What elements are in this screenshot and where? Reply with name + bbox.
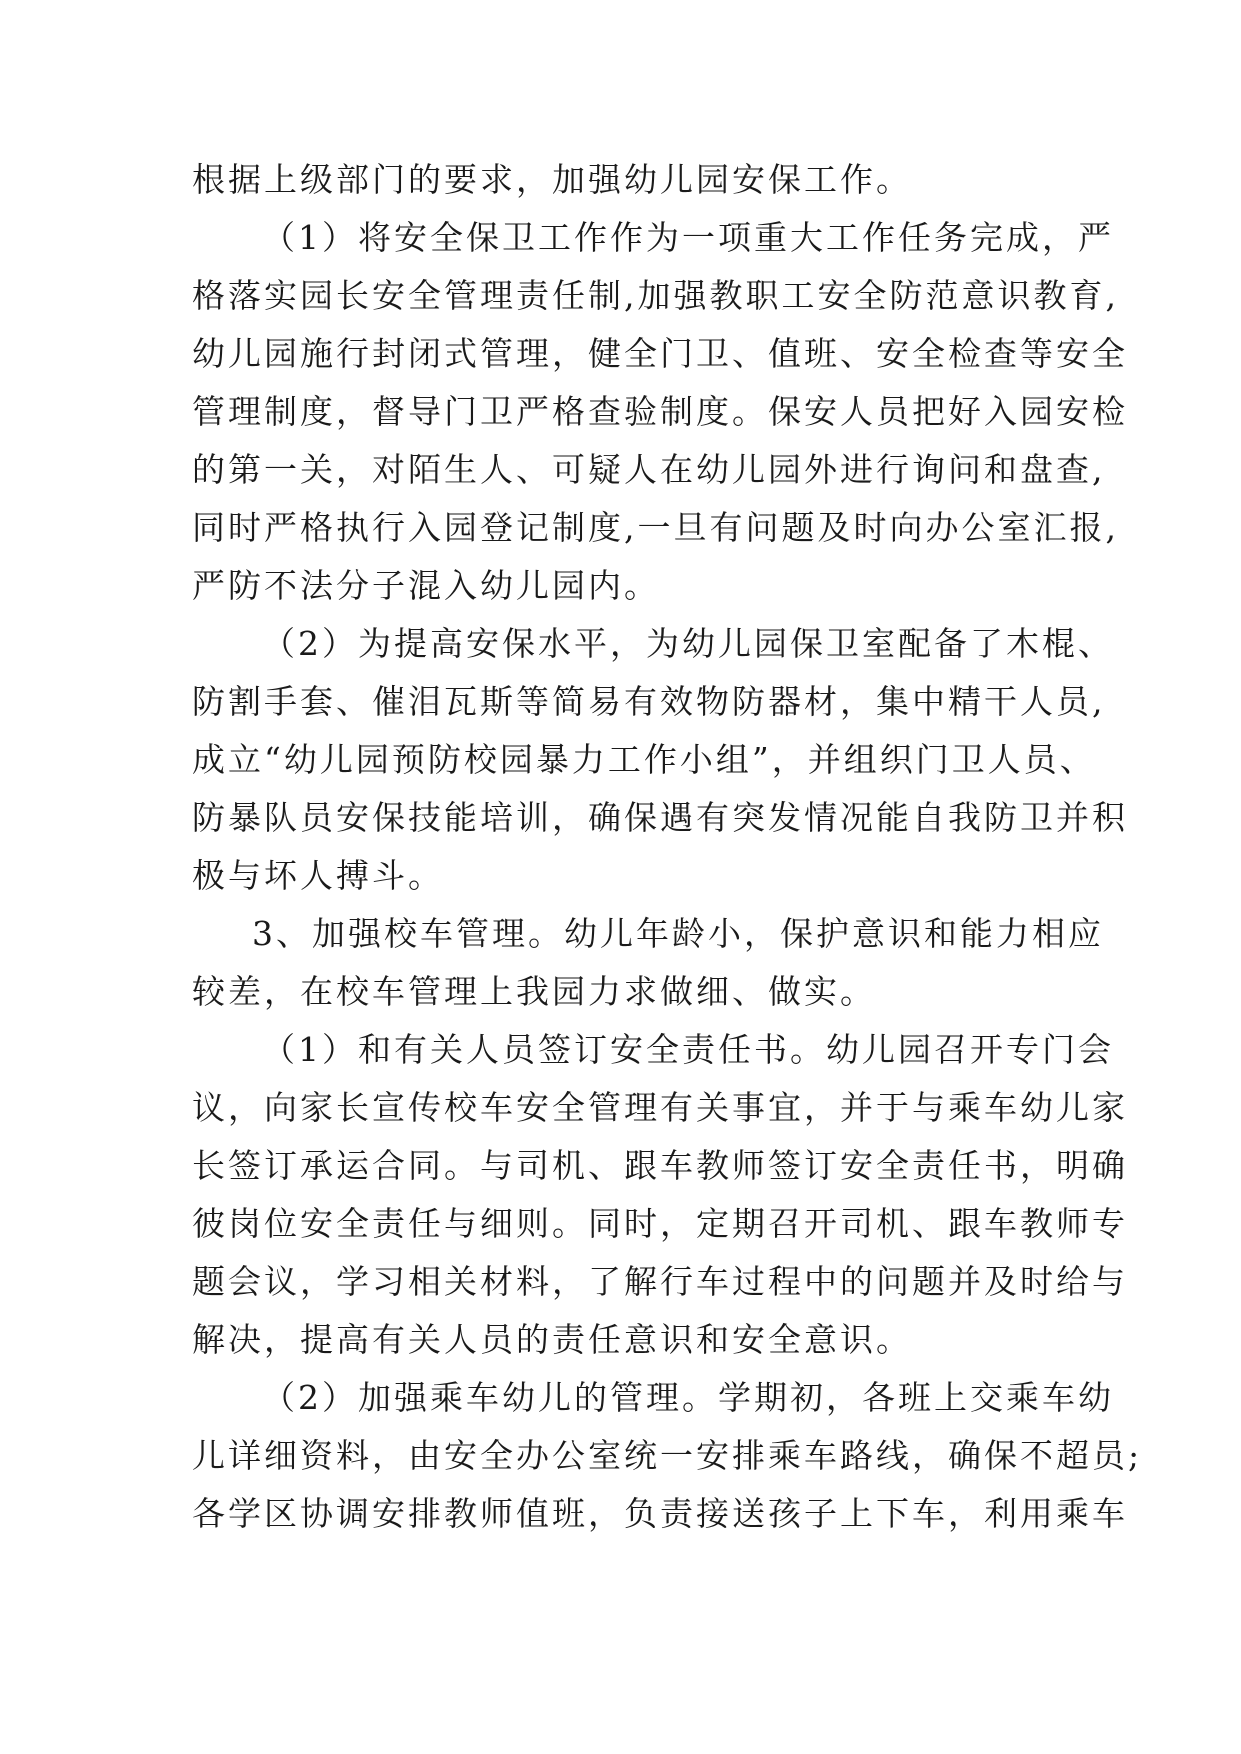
text-line: 题会议，学习相关材料，了解行车过程中的问题并及时给与 bbox=[192, 1262, 1128, 1301]
text-line: 议，向家长宣传校车安全管理有关事宜，并于与乘车幼儿家 bbox=[192, 1088, 1128, 1127]
text-line: （2）为提高安保水平，为幼儿园保卫室配备了木棍、 bbox=[262, 624, 1114, 663]
text-line: 3、加强校车管理。幼儿年龄小，保护意识和能力相应 bbox=[252, 914, 1104, 953]
text-line: 解决，提高有关人员的责任意识和安全意识。 bbox=[192, 1320, 912, 1359]
text-line: 格落实园长安全管理责任制,加强教职工安全防范意识教育, bbox=[192, 276, 1119, 315]
text-line: 较差，在校车管理上我园力求做细、做实。 bbox=[192, 972, 876, 1011]
text-line: 严防不法分子混入幼儿园内。 bbox=[192, 566, 660, 605]
text-line: 成立“幼儿园预防校园暴力工作小组”，并组织门卫人员、 bbox=[192, 740, 1096, 779]
text-line: 管理制度，督导门卫严格查验制度。保安人员把好入园安检 bbox=[192, 392, 1128, 431]
text-line: 长签订承运合同。与司机、跟车教师签订安全责任书，明确 bbox=[192, 1146, 1128, 1185]
text-line: 防暴队员安保技能培训，确保遇有突发情况能自我防卫并积 bbox=[192, 798, 1128, 837]
text-line: （1）和有关人员签订安全责任书。幼儿园召开专门会 bbox=[262, 1030, 1114, 1069]
text-line: 极与坏人搏斗。 bbox=[192, 856, 444, 895]
text-line: 的第一关，对陌生人、可疑人在幼儿园外进行询问和盘查, bbox=[192, 450, 1106, 489]
text-line: 儿详细资料，由安全办公室统一安排乘车路线，确保不超员; bbox=[192, 1436, 1143, 1475]
text-line: （2）加强乘车幼儿的管理。学期初，各班上交乘车幼 bbox=[262, 1378, 1114, 1417]
text-line: 幼儿园施行封闭式管理，健全门卫、值班、安全检查等安全 bbox=[192, 334, 1128, 373]
text-line: 根据上级部门的要求，加强幼儿园安保工作。 bbox=[192, 160, 912, 199]
text-line: 同时严格执行入园登记制度,一旦有问题及时向办公室汇报, bbox=[192, 508, 1119, 547]
text-line: 彼岗位安全责任与细则。同时，定期召开司机、跟车教师专 bbox=[192, 1204, 1128, 1243]
text-line: 防割手套、催泪瓦斯等简易有效物防器材，集中精干人员, bbox=[192, 682, 1106, 721]
text-line: 各学区协调安排教师值班，负责接送孩子上下车，利用乘车 bbox=[192, 1494, 1128, 1533]
text-line: （1）将安全保卫工作作为一项重大工作任务完成，严 bbox=[262, 218, 1114, 257]
